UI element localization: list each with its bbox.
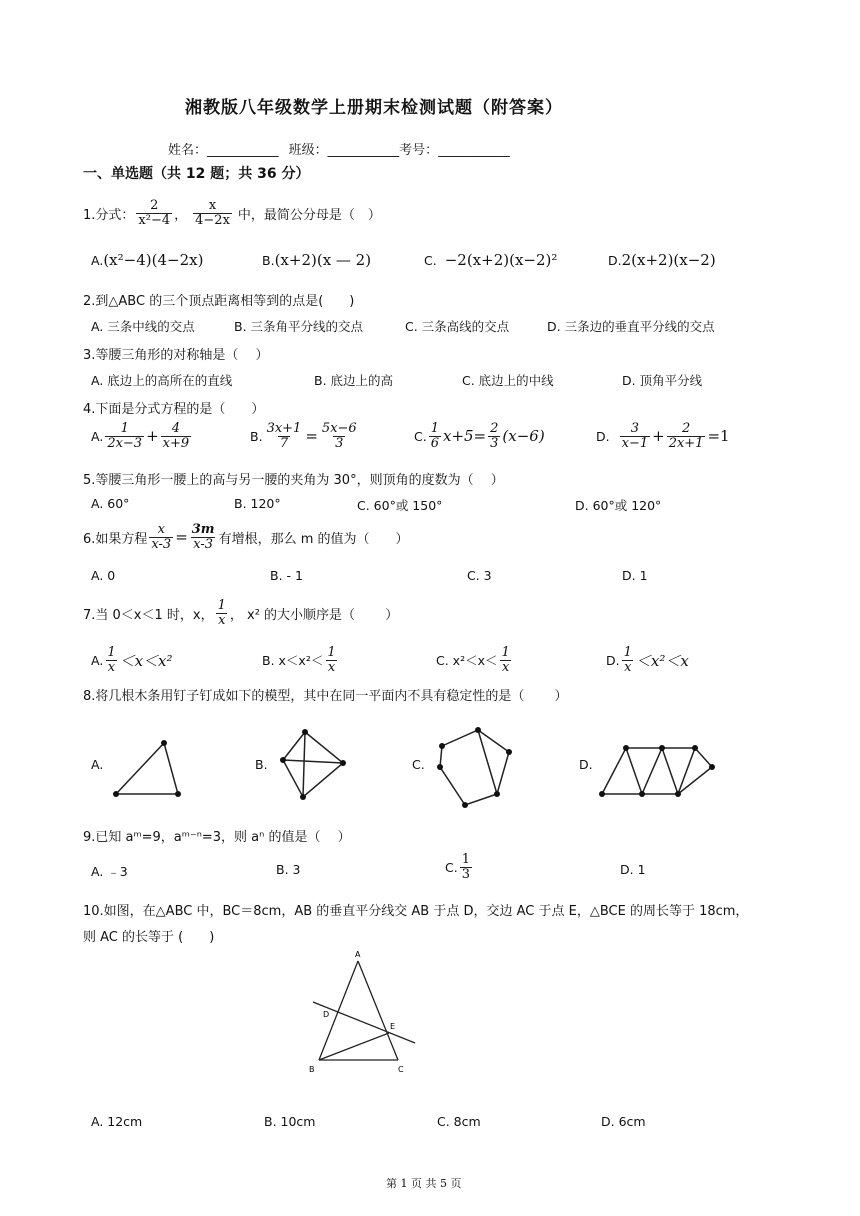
q5-option-c[interactable]: C. 60°或 150°	[357, 498, 443, 513]
q1-option-d[interactable]: D.2(x+2)(x−2)	[608, 251, 716, 269]
q4-option-a[interactable]: A. $\frac{1}{2x-3}$ + $\frac{4}{x+9}$	[91, 421, 190, 451]
q6-option-b[interactable]: B. - 1	[270, 568, 303, 583]
q4-c-frac-2: $\frac{2}{3}$	[490, 421, 499, 451]
q10-option-d[interactable]: D. 6cm	[601, 1114, 646, 1129]
name-label: 姓名：	[168, 143, 208, 158]
q10-label-b: B	[309, 1065, 315, 1074]
q2-option-d[interactable]: D. 三条边的垂直平分线的交点	[547, 319, 715, 334]
question-5-stem: 5.等腰三角形一腰上的高与另一腰的夹角为 30°，则顶角的度数为（ ）	[83, 473, 504, 488]
q8-figure-c-hexagon	[430, 718, 530, 818]
q5-option-d[interactable]: D. 60°或 120°	[575, 498, 662, 513]
q1-fraction-2: $\frac{x}{4-2x}$	[195, 198, 230, 228]
q4-option-c[interactable]: C. $\frac{1}{6}$ x+5= $\frac{2}{3}$ (x−6)	[414, 421, 545, 451]
q8-figure-b-quadrilateral	[270, 725, 360, 810]
q7-option-a[interactable]: A. $\frac{1}{x}$ ＜x＜x²	[91, 645, 173, 675]
q10-label-c: C	[398, 1065, 404, 1074]
q4-a-frac-1: $\frac{1}{2x-3}$	[107, 421, 143, 451]
q9-option-d[interactable]: D. 1	[620, 862, 646, 877]
q5-option-b[interactable]: B. 120°	[234, 496, 281, 511]
question-9-stem: 9.已知 aᵐ=9，aᵐ⁻ⁿ=3，则 aⁿ 的值是（ ）	[83, 830, 351, 845]
q2-option-b[interactable]: B. 三条角平分线的交点	[234, 319, 364, 334]
q8-option-d-label[interactable]: D.	[579, 757, 593, 772]
q4-option-b[interactable]: B. $\frac{3x+1}{7}$ = $\frac{5x-6}{3}$	[250, 421, 357, 451]
q7-option-c[interactable]: C. x²＜x＜ $\frac{1}{x}$	[436, 645, 510, 675]
q6-frac-1: $\frac{x}{x-3}$	[151, 522, 172, 552]
q7-frac: $\frac{1}{x}$	[217, 598, 226, 628]
student-info-line	[168, 139, 510, 158]
page-title: 湘教版八年级数学上册期末检测试题（附答案）	[185, 98, 563, 118]
q10-triangle-figure	[305, 947, 425, 1077]
q7-a-frac: $\frac{1}{x}$	[107, 645, 116, 675]
q7-option-d[interactable]: D. $\frac{1}{x}$ ＜x²＜x	[606, 645, 689, 675]
question-3-stem: 3.等腰三角形的对称轴是（ ）	[83, 348, 269, 363]
q1-suffix: 中，最简公分母是（ ）	[237, 207, 381, 223]
question-10-stem-line-2: 则 AC 的长等于 ( )	[83, 930, 215, 945]
page-footer: 第 1 页 共 5 页	[386, 1177, 462, 1190]
q1-option-b[interactable]: B.(x+2)(x — 2)	[262, 251, 372, 269]
q6-frac-2: $\frac{3m}{x-3}$	[191, 522, 215, 552]
q5-option-a[interactable]: A. 60°	[91, 496, 130, 511]
q9-option-c[interactable]: C. $\frac{1}{3}$	[445, 852, 470, 882]
q8-option-a-label[interactable]: A.	[91, 757, 104, 772]
exam-no-blank: ___________	[438, 143, 510, 158]
q1-fraction-1: $\frac{2}{\text{x²−4}}$	[138, 198, 171, 228]
q2-option-c[interactable]: C. 三条高线的交点	[405, 319, 510, 334]
q3-option-c[interactable]: C. 底边上的中线	[462, 373, 554, 388]
q6-option-a[interactable]: A. 0	[91, 568, 116, 583]
class-blank: ___________	[327, 143, 400, 158]
question-2-stem: 2.到△ABC 的三个顶点距离相等到的点是( )	[83, 294, 355, 309]
class-label: 班级：	[288, 143, 328, 158]
q10-option-a[interactable]: A. 12cm	[91, 1114, 143, 1129]
q10-label-a: A	[355, 950, 361, 959]
question-4-stem: 4.下面是分式方程的是（ ）	[83, 402, 265, 417]
question-8-stem: 8.将几根木条用钉子钉成如下的模型，其中在同一平面内不具有稳定性的是（ ）	[83, 689, 568, 704]
q10-label-e: E	[390, 1022, 396, 1031]
question-7-stem: 7.当 0＜x＜1 时，x， $\frac{1}{x}$ ， x² 的大小顺序是（ ）	[83, 598, 399, 628]
q4-b-frac-1: $\frac{3x+1}{7}$	[266, 421, 302, 451]
q9-option-a[interactable]: A. ﹣3	[91, 864, 128, 879]
q10-option-b[interactable]: B. 10cm	[264, 1114, 316, 1129]
q4-d-frac-1: $\frac{3}{x-1}$	[621, 421, 649, 451]
question-1-stem	[83, 199, 381, 227]
q7-c-frac: $\frac{1}{x}$	[501, 645, 510, 675]
q10-option-c[interactable]: C. 8cm	[437, 1114, 481, 1129]
q4-option-d[interactable]: D. $\frac{3}{x-1}$ + $\frac{2}{2x+1}$ =1	[596, 421, 730, 451]
q6-option-d[interactable]: D. 1	[622, 568, 648, 583]
q1-option-a[interactable]: A.(x²−4)(4−2x)	[91, 251, 204, 269]
name-blank: ___________	[207, 143, 279, 158]
q8-figure-a-triangle	[100, 735, 200, 805]
q2-option-a[interactable]: A. 三条中线的交点	[91, 319, 195, 334]
q1-option-c[interactable]: C. −2(x+2)(x−2)²	[424, 251, 558, 269]
q7-d-frac: $\frac{1}{x}$	[623, 645, 632, 675]
q3-option-a[interactable]: A. 底边上的高所在的直线	[91, 373, 233, 388]
q4-b-frac-2: $\frac{5x-6}{3}$	[321, 421, 357, 451]
q9-c-frac: $\frac{1}{3}$	[461, 852, 470, 882]
q8-figure-d-triangle-chain	[590, 738, 720, 803]
q10-label-d: D	[323, 1010, 330, 1019]
q3-option-b[interactable]: B. 底边上的高	[314, 373, 394, 388]
q7-b-frac: $\frac{1}{x}$	[327, 645, 336, 675]
q1-prefix: 1.分式：	[83, 207, 135, 223]
q3-option-d[interactable]: D. 顶角平分线	[622, 373, 703, 388]
q1-comma: ，	[174, 207, 188, 223]
question-10-stem-line-1: 10.如图，在△ABC 中，BC＝8cm，AB 的垂直平分线交 AB 于点 D，交边 AC 于点 E，△BCE 的周长等于 18cm，	[83, 904, 749, 919]
q9-option-b[interactable]: B. 3	[276, 862, 301, 877]
question-6-stem: 6.如果方程 $\frac{x}{x-3}$ = $\frac{3m}{x-3}$ 有增根，那么 m 的值为（ ）	[83, 522, 409, 552]
q8-option-c-label[interactable]: C.	[412, 757, 425, 772]
q4-d-frac-2: $\frac{2}{2x+1}$	[668, 421, 704, 451]
q4-a-frac-2: $\frac{4}{x+9}$	[162, 421, 190, 451]
q6-option-c[interactable]: C. 3	[467, 568, 492, 583]
q4-c-frac-1: $\frac{1}{6}$	[430, 421, 439, 451]
q8-option-b-label[interactable]: B.	[255, 757, 268, 772]
section-heading: 一、单选题（共 12 题；共 36 分）	[83, 166, 310, 182]
exam-no-label: 考号：	[399, 143, 439, 158]
q7-option-b[interactable]: B. x＜x²＜ $\frac{1}{x}$	[262, 645, 336, 675]
